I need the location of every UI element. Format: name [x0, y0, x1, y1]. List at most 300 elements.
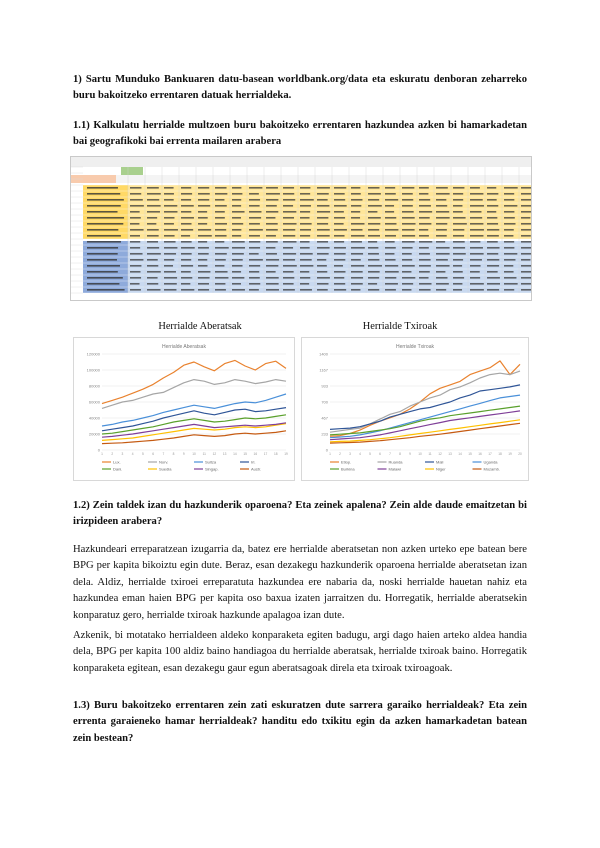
- sheet-cell-value: [232, 205, 241, 207]
- legend-label: Dani.: [113, 466, 123, 472]
- sheet-cell-value: [521, 223, 531, 225]
- sheet-cell-value: [181, 253, 192, 255]
- sheet-row-label: [87, 205, 121, 207]
- sheet-row-label: [87, 193, 120, 195]
- x-tick-label: 15: [468, 452, 472, 456]
- sheet-row-label: [87, 253, 118, 255]
- sheet-cell-value: [317, 241, 328, 243]
- sheet-cell-value: [402, 205, 413, 207]
- sheet-cell-value: [453, 277, 464, 279]
- sheet-cell-value: [215, 253, 227, 255]
- x-tick-label: 11: [202, 452, 206, 456]
- sheet-cell-value: [283, 283, 294, 285]
- sheet-cell-value: [164, 289, 176, 291]
- sheet-cell-value: [453, 217, 466, 219]
- sheet-cell-value: [504, 217, 515, 219]
- sheet-cell-value: [300, 193, 310, 195]
- sheet-cell-value: [504, 277, 516, 279]
- legend-label: Niger: [436, 466, 446, 472]
- sheet-cell-value: [300, 229, 311, 231]
- sheet-cell-value: [266, 277, 279, 279]
- sheet-cell-value: [504, 205, 517, 207]
- sheet-cell-value: [232, 223, 243, 225]
- sheet-cell-value: [521, 211, 531, 213]
- sheet-cell-value: [283, 223, 297, 225]
- sheet-cell-value: [368, 283, 377, 285]
- sheet-cell-value: [385, 253, 394, 255]
- y-tick-label: 0: [325, 447, 328, 453]
- sheet-cell-value: [232, 199, 241, 201]
- sheet-cell-value: [334, 271, 345, 273]
- sheet-cell-value: [419, 235, 429, 237]
- sheet-cell-value: [334, 259, 345, 261]
- sheet-cell-value: [249, 187, 262, 189]
- sheet-cell-value: [317, 289, 328, 291]
- sheet-cell-value: [504, 199, 514, 201]
- sheet-cell-value: [317, 229, 330, 231]
- sheet-cell-value: [317, 199, 328, 201]
- sheet-cell-value: [164, 271, 176, 273]
- sheet-cell-value: [283, 205, 293, 207]
- question-1: 1) Sartu Munduko Bankuaren datu-basean worldbank.org/data eta eskuratu denboran zeharreko buru bakoitzeko errentaren datuak herrialdeka.: [73, 74, 527, 102]
- sheet-cell-value: [147, 277, 158, 279]
- sheet-cell-value: [521, 187, 531, 189]
- x-tick-label: 4: [359, 452, 361, 456]
- x-tick-label: 18: [498, 452, 502, 456]
- sheet-cell-value: [521, 271, 531, 273]
- sheet-cell-value: [164, 265, 173, 267]
- sheet-cell-value: [215, 241, 224, 243]
- sheet-row-label: [87, 289, 125, 291]
- sheet-cell-value: [385, 259, 396, 261]
- sheet-cell-value: [300, 277, 310, 279]
- sheet-cell-value: [385, 205, 394, 207]
- sheet-cell-value: [402, 211, 414, 213]
- sheet-cell-value: [504, 193, 514, 195]
- sheet-cell-value: [215, 187, 227, 189]
- sheet-cell-value: [249, 229, 263, 231]
- sheet-cell-value: [419, 259, 431, 261]
- sheet-cell-value: [419, 241, 432, 243]
- sheet-cell-value: [504, 283, 518, 285]
- sheet-cell-value: [521, 241, 531, 243]
- sheet-cell-value: [334, 241, 344, 243]
- question-1-3: 1.3) Buru bakoitzeko errentaren zein zati eskuratzen dute sarrera garaiko herrialdeak? Eta zein errenta garaieneko hamar herrialdeak? handitu edo txikitu egin da azken hamarkadetan batean zein bestean?: [73, 700, 527, 744]
- sheet-cell-value: [164, 199, 174, 201]
- sheet-row-label: [87, 199, 124, 201]
- legend-label: Irl.: [251, 459, 256, 465]
- x-tick-label: 12: [212, 452, 217, 456]
- sheet-cell-value: [181, 229, 193, 231]
- sheet-cell-value: [198, 229, 211, 231]
- sheet-label-row: [71, 175, 531, 183]
- y-tick-label: 60000: [88, 399, 100, 405]
- sheet-cell-value: [402, 229, 415, 231]
- sheet-cell-value: [385, 271, 399, 273]
- sheet-cell-value: [402, 289, 411, 291]
- sheet-cell-value: [436, 289, 446, 291]
- sheet-cell-value: [351, 223, 364, 225]
- x-tick-label: 3: [349, 452, 351, 456]
- sheet-cell-value: [130, 259, 143, 261]
- sheet-cell-value: [402, 247, 413, 249]
- sheet-cell-value: [402, 283, 413, 285]
- sheet-row-label: [87, 217, 124, 219]
- x-tick-label: 1: [329, 452, 331, 456]
- sheet-cell-value: [385, 229, 398, 231]
- sheet-cell-value: [351, 241, 362, 243]
- sheet-cell-value: [419, 289, 431, 291]
- sheet-cell-value: [402, 259, 412, 261]
- sheet-cell-value: [130, 265, 141, 267]
- sheet-cell-value: [130, 217, 141, 219]
- sheet-cell-value: [334, 253, 346, 255]
- sheet-cell-value: [521, 193, 531, 195]
- sheet-cell-value: [266, 235, 276, 237]
- sheet-cell-value: [130, 277, 141, 279]
- sheet-cell-value: [368, 223, 380, 225]
- sheet-cell-value: [385, 211, 394, 213]
- sheet-cell-value: [521, 283, 531, 285]
- sheet-cell-value: [232, 289, 245, 291]
- sheet-cell-value: [453, 205, 462, 207]
- x-tick-label: 13: [222, 452, 227, 456]
- sheet-cell-value: [419, 271, 430, 273]
- sheet-cell-value: [130, 235, 140, 237]
- sheet-cell-value: [487, 271, 498, 273]
- sheet-cell-value: [368, 187, 379, 189]
- sheet-cell-value: [198, 289, 209, 291]
- sheet-cell-value: [385, 223, 396, 225]
- sheet-cell-value: [351, 271, 363, 273]
- sheet-cell-value: [419, 205, 431, 207]
- sheet-cell-value: [385, 187, 395, 189]
- sheet-cell-value: [249, 235, 260, 237]
- sheet-cell-value: [215, 211, 225, 213]
- x-tick-label: 7: [162, 452, 165, 456]
- sheet-cell-value: [317, 283, 328, 285]
- sheet-cell-value: [215, 199, 224, 201]
- sheet-cell-value: [283, 235, 295, 237]
- sheet-cell-value: [249, 277, 260, 279]
- sheet-row-label: [87, 235, 121, 237]
- sheet-cell-value: [300, 187, 310, 189]
- sheet-cell-value: [436, 229, 447, 231]
- sheet-cell-value: [215, 205, 227, 207]
- sheet-cell-value: [351, 199, 362, 201]
- sheet-cell-value: [487, 211, 496, 213]
- sheet-cell-value: [368, 241, 377, 243]
- x-tick-label: 12: [438, 452, 442, 456]
- sheet-cell-value: [436, 193, 450, 195]
- sheet-cell-value: [521, 235, 531, 237]
- sheet-cell-value: [147, 193, 161, 195]
- sheet-cell-value: [198, 187, 209, 189]
- sheet-cell-value: [504, 259, 515, 261]
- sheet-cell-value: [130, 193, 141, 195]
- sheet-cell-value: [198, 217, 208, 219]
- sheet-cell-value: [164, 211, 177, 213]
- sheet-cell-value: [147, 283, 158, 285]
- y-tick-label: 20000: [88, 431, 100, 437]
- sheet-cell-value: [487, 241, 498, 243]
- x-tick-label: 19: [508, 452, 512, 456]
- sheet-cell-value: [198, 199, 209, 201]
- sheet-cell-value: [419, 229, 428, 231]
- sheet-cell-value: [453, 223, 467, 225]
- sheet-cell-value: [300, 259, 312, 261]
- sheet-cell-value: [300, 211, 310, 213]
- sheet-row-label: [87, 259, 117, 261]
- sheet-cell-value: [436, 265, 450, 267]
- sheet-cell-value: [181, 289, 194, 291]
- sheet-cell-value: [351, 235, 365, 237]
- sheet-cell-value: [368, 265, 382, 267]
- x-tick-label: 8: [399, 452, 401, 456]
- legend-label: Suedia: [159, 466, 172, 472]
- sheet-cell-value: [487, 193, 498, 195]
- sheet-cell-value: [334, 277, 344, 279]
- sheet-cell-value: [385, 289, 396, 291]
- sheet-cell-value: [300, 199, 314, 201]
- sheet-cell-value: [300, 235, 310, 237]
- sheet-cell-value: [232, 211, 245, 213]
- sheet-cell-value: [198, 247, 209, 249]
- sheet-cell-value: [385, 241, 395, 243]
- sheet-cell-value: [164, 205, 177, 207]
- y-tick-label: 40000: [88, 415, 100, 421]
- sheet-cell-value: [419, 199, 430, 201]
- sheet-cell-value: [249, 193, 259, 195]
- sheet-cell-value: [385, 199, 398, 201]
- y-tick-label: 233: [321, 431, 328, 437]
- legend-label: Norv.: [159, 459, 169, 465]
- y-tick-label: 933: [321, 383, 328, 389]
- sheet-cell-value: [470, 223, 483, 225]
- sheet-cell-value: [521, 265, 531, 267]
- sheet-cell-value: [300, 205, 311, 207]
- sheet-cell-value: [368, 211, 377, 213]
- sheet-cell-value: [317, 247, 330, 249]
- sheet-cell-value: [164, 217, 174, 219]
- chart-right-heading: Herrialde Txiroak: [362, 321, 438, 332]
- sheet-cell-value: [368, 193, 381, 195]
- sheet-cell-value: [470, 277, 480, 279]
- y-tick-label: 120000: [86, 351, 100, 357]
- sheet-cell-value: [436, 223, 447, 225]
- sheet-cell-value: [453, 211, 463, 213]
- sheet-cell-value: [147, 247, 159, 249]
- sheet-row-label: [87, 187, 118, 189]
- sheet-cell-value: [283, 265, 297, 267]
- sheet-cell-value: [368, 289, 379, 291]
- sheet-cell-value: [419, 277, 429, 279]
- sheet-cell-value: [164, 259, 174, 261]
- sheet-cell-value: [351, 193, 361, 195]
- sheet-cell-value: [215, 223, 227, 225]
- answer-1-2-paragraph-2: Azkenik, bi motatako herrialdeen aldeko konparaketa egiten badugu, argi dago haien arteko aldea handia dela, BPG per kapita 100 aldiz baino handiagoa du herrialde aberatsak, herrialde txiroak baino. Horregatik konparaketa egitean, esan dezakegu gaur egun aberatsagoak direla eta txiroak txiroagoak.: [73, 630, 527, 674]
- sheet-cell-value: [402, 277, 415, 279]
- sheet-cell-value: [368, 217, 381, 219]
- x-tick-label: 3: [121, 452, 124, 456]
- y-tick-label: 1167: [319, 367, 328, 373]
- sheet-cell-value: [215, 259, 226, 261]
- sheet-cell-value: [504, 271, 514, 273]
- sheet-cell-value: [436, 235, 447, 237]
- sheet-cell-value: [317, 271, 327, 273]
- sheet-cell-value: [487, 235, 499, 237]
- sheet-cell-value: [266, 193, 280, 195]
- sheet-cell-value: [402, 241, 415, 243]
- x-tick-label: 16: [478, 452, 482, 456]
- sheet-cell-value: [300, 247, 310, 249]
- sheet-cell-value: [521, 199, 531, 201]
- sheet-cell-value: [317, 259, 326, 261]
- sheet-cell-value: [504, 241, 514, 243]
- sheet-cell-value: [147, 199, 159, 201]
- sheet-cell-value: [147, 253, 161, 255]
- sheet-cell-value: [232, 187, 241, 189]
- sheet-cell-value: [334, 223, 344, 225]
- sheet-cell-value: [181, 283, 190, 285]
- sheet-cell-value: [198, 205, 210, 207]
- sheet-cell-value: [215, 193, 227, 195]
- x-tick-label: 17: [488, 452, 492, 456]
- sheet-cell-value: [198, 283, 209, 285]
- legend-label: Burkina: [341, 466, 355, 472]
- sheet-cell-value: [130, 211, 140, 213]
- sheet-cell-value: [402, 253, 412, 255]
- sheet-cell-value: [351, 187, 360, 189]
- sheet-cell-value: [470, 205, 484, 207]
- sheet-cell-value: [232, 253, 244, 255]
- sheet-cell-value: [351, 247, 365, 249]
- sheet-cell-value: [436, 259, 448, 261]
- sheet-cell-value: [283, 247, 293, 249]
- sheet-cell-value: [164, 235, 175, 237]
- sheet-cell-value: [147, 187, 159, 189]
- sheet-cell-value: [266, 229, 278, 231]
- sheet-cell-value: [181, 247, 195, 249]
- x-tick-label: 4: [131, 452, 134, 456]
- sheet-cell-value: [487, 289, 499, 291]
- sheet-cell-value: [368, 271, 380, 273]
- sheet-row-label: [87, 247, 118, 249]
- sheet-cell-value: [215, 217, 225, 219]
- sheet-cell-value: [283, 289, 295, 291]
- sheet-cell-value: [436, 187, 448, 189]
- sheet-cell-value: [249, 283, 260, 285]
- sheet-cell-value: [419, 253, 430, 255]
- sheet-cell-value: [130, 241, 140, 243]
- sheet-cell-value: [215, 271, 228, 273]
- chart-bg: [74, 338, 294, 480]
- sheet-cell-value: [266, 289, 279, 291]
- sheet-cell-value: [215, 235, 227, 237]
- sheet-row-label: [87, 277, 123, 279]
- x-tick-label: 10: [418, 452, 422, 456]
- sheet-cell-value: [147, 235, 159, 237]
- sheet-cell-value: [487, 247, 500, 249]
- sheet-cell-value: [504, 265, 513, 267]
- sheet-cell-value: [249, 211, 261, 213]
- sheet-cell-value: [249, 247, 260, 249]
- y-tick-label: 80000: [88, 383, 100, 389]
- sheet-cell-value: [130, 271, 140, 273]
- sheet-cell-value: [351, 253, 363, 255]
- sheet-cell-value: [470, 253, 484, 255]
- sheet-cell-value: [402, 271, 411, 273]
- sheet-cell-value: [521, 289, 531, 291]
- sheet-cell-value: [232, 265, 243, 267]
- sheet-row-label: [87, 283, 119, 285]
- sheet-cell-value: [368, 199, 379, 201]
- legend-label: Mozamb.: [483, 466, 500, 472]
- x-tick-label: 9: [182, 452, 185, 456]
- sheet-cell-value: [317, 205, 329, 207]
- sheet-cell-value: [283, 277, 294, 279]
- sheet-cell-value: [385, 217, 396, 219]
- sheet-cell-value: [181, 187, 191, 189]
- x-tick-label: 14: [458, 452, 462, 456]
- sheet-cell-value: [164, 229, 178, 231]
- sheet-cell-value: [334, 187, 346, 189]
- sheet-cell-value: [470, 187, 480, 189]
- sheet-cell-value: [419, 223, 431, 225]
- sheet-cell-value: [249, 289, 259, 291]
- sheet-cell-value: [249, 259, 263, 261]
- x-tick-label: 19: [284, 452, 288, 456]
- legend-label: Austr.: [251, 466, 262, 472]
- sheet-cell-value: [147, 217, 157, 219]
- sheet-cell-value: [181, 199, 191, 201]
- x-tick-label: 2: [111, 452, 114, 456]
- sheet-cell-value: [266, 187, 278, 189]
- sheet-cell-value: [436, 211, 449, 213]
- x-tick-label: 7: [389, 452, 391, 456]
- sheet-cell-value: [504, 211, 514, 213]
- sheet-cell-value: [436, 247, 450, 249]
- sheet-cell-value: [419, 283, 432, 285]
- chart-poor-svg: [302, 338, 528, 480]
- sheet-cell-value: [334, 247, 346, 249]
- legend-label: Uganda: [483, 459, 498, 465]
- sheet-cell-value: [419, 187, 429, 189]
- sheet-cell-value: [487, 187, 496, 189]
- sheet-cell-value: [385, 235, 396, 237]
- sheet-cell-value: [249, 217, 261, 219]
- sheet-cell-value: [453, 283, 462, 285]
- sheet-cell-value: [368, 229, 379, 231]
- sheet-cell-value: [334, 283, 345, 285]
- sheet-cell-value: [453, 247, 465, 249]
- sheet-cell-value: [487, 283, 500, 285]
- sheet-cell-value: [266, 199, 278, 201]
- sheet-cell-value: [402, 199, 413, 201]
- sheet-cell-value: [232, 193, 242, 195]
- sheet-cell-value: [470, 265, 481, 267]
- sheet-cell-value: [334, 235, 345, 237]
- sheet-cell-value: [215, 265, 224, 267]
- sheet-cell-value: [317, 217, 328, 219]
- sheet-cell-value: [249, 253, 259, 255]
- chart-left-heading: Herrialde Aberatsak: [158, 321, 242, 332]
- sheet-cell-value: [436, 277, 447, 279]
- sheet-cell-value: [249, 271, 259, 273]
- sheet-cell-value: [351, 259, 361, 261]
- sheet-cell-value: [453, 259, 463, 261]
- x-tick-label: 13: [448, 452, 452, 456]
